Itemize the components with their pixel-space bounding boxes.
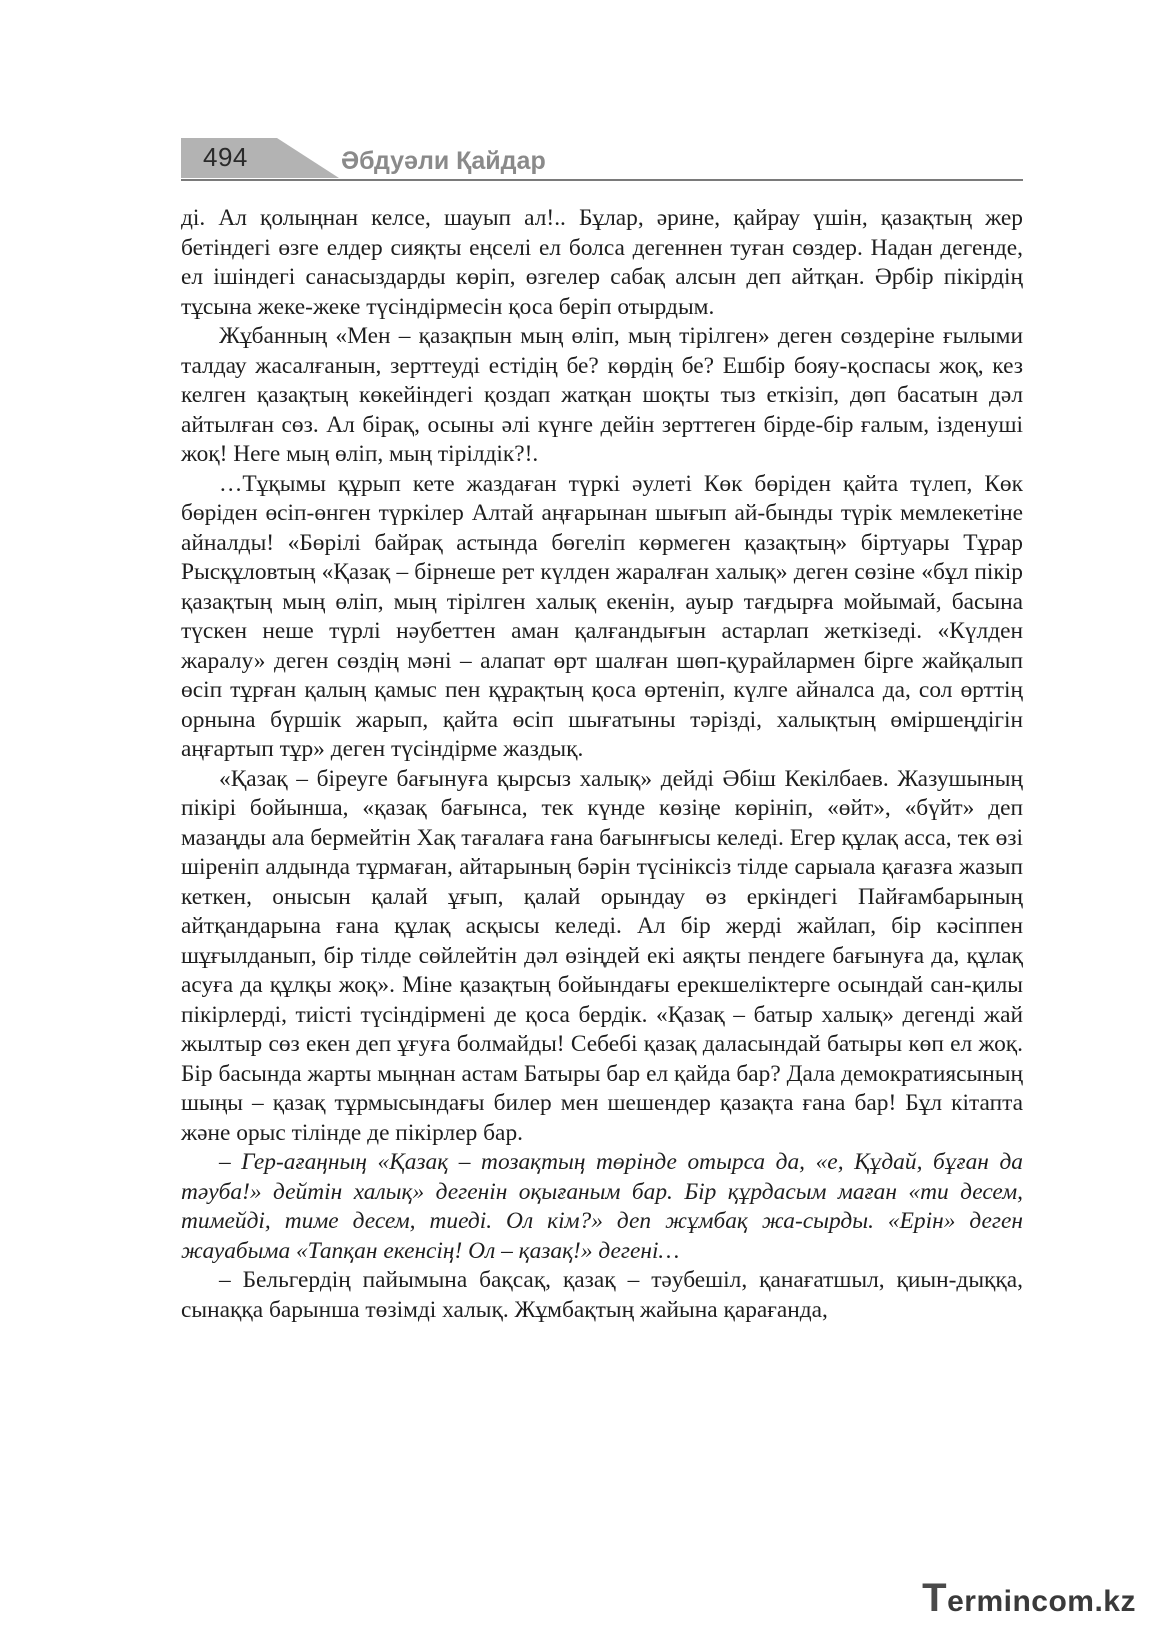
header-rule: [181, 179, 1023, 181]
site-watermark: [922, 1576, 1136, 1621]
paragraph-1: ді. Ал қолыңнан келсе, шауып ал!.. Бұлар, әрине, қайрау үшін, қазақтың жер бетіндегі өзге елдер сияқты еңселі ел болса дегеннен туған сөздер. Надан дегенде, ел ішіндегі санасыздарды көріп, өзгелер сабақ алсын деп айтқан. Әрбір пікірдің тұсына жеке-жеке түсіндірмесін қоса беріп отырдым.: [181, 205, 1023, 320]
page-tab-slope: [277, 138, 339, 178]
body-text: [181, 204, 1023, 1325]
paragraph-3: …Тұқымы құрып кете жаздаған түркі әулеті Көк бөріден қайта түлеп, Көк бөріден өсіп-өнген түркілер Алтай аңғарынан шығып ай-бынды түрік мемлекетіне айналды! «Бөрілі байрақ астында бөгеліп көрмеген қазақтың» біртуары Тұрар Рысқұловтың «Қазақ – бірнеше рет күлден жаралған халық» деген сөзіне «бұл пікір қазақтың мың өліп, мың тірілген халық екенін, ауыр тағдырға мойымай, басына түскен неше түрлі нәубеттен аман қалғандығын астарлап жеткізеді. «Күлден жаралу» деген сөздің мәні – алапат өрт шалған шөп-қурайлармен бірге жайқалып өсіп тұрған қалың қамыс пен құрақтың қоса өртеніп, күлге айналса да, сол өрттің орнына бүршік жарып, қайта өсіп шығатыны тәрізді, халықтың өміршеңдігін аңғартып тұр» деген түсіндірме жаздық.: [181, 470, 1023, 762]
paragraph-2: Жұбанның «Мен – қазақпын мың өліп, мың тірілген» деген сөздеріне ғылыми талдау жасалғанын, зерттеуді естідің бе? көрдің бе? Ешбір бояу-қоспасы жоқ, кез келген қазақтың көкейіндегі қоздап жатқан шоқты тыз еткізіп, дөп басатын дәл айтылған сөз. Ал бірақ, осыны әлі күнге дейін зерттеген бірде-бір ғалым, ізденуші жоқ! Неге мың өліп, мың тірілдік?!.: [181, 323, 1023, 467]
page-number: 494: [203, 142, 248, 172]
paragraph-4: «Қазақ – біреуге бағынуға қырсыз халық» дейді Әбіш Кекілбаев. Жазушының пікірі бойынша, «қазақ бағынса, тек күнде көзіңе көрініп, «өйт», «бүйт» деп мазаңды ала бермейтін Хақ тағалаға ғана бағынғысы келеді. Егер құлақ асса, тек өзі шіреніп алдында тұрмаған, айтарының бәрін түсініксіз тілде сарыала қағазға жазып кеткен, онысын қалай ұғып, қалай орындау өз еркіндегі Пайғамбарының айтқандарына ғана құлақ асқысы келеді. Ал бір жерді жайлап, бір кәсіппен шұғылданып, бір тілде сөйлейтін дәл өзіңдей екі аяқты пендеге бағынуға да, құлақ асуға да құлқы жоқ». Міне қазақтың бойындағы ерекшеліктерге осындай сан-қилы пікірлерді, тиісті түсіндірмені де қоса бердік. «Қазақ – батыр халық» дегенді жай жылтыр сөз екен деп ұғуға болмайды! Себебі қазақ даласындай батыры көп ел жоқ. Бір басында жарты мыңнан астам Батыры бар ел қайда бар? Дала демократиясының шыңы – қазақ тұрмысындағы билер мен шешендер қазақта ғана бар! Бұл кітапта және орыс тілінде де пікірлер бар.: [181, 765, 1023, 1146]
watermark-initial: T: [922, 1576, 948, 1620]
paragraph-6: – Бельгердің пайымына бақсақ, қазақ – тәубешіл, қанағатшыл, қиын-дыққа, сынаққа барынша төзімді халық. Жұмбақтың жайына қарағанда,: [181, 1267, 1023, 1323]
running-head-author: Әбдуәли Қайдар: [341, 147, 546, 175]
page-header: [181, 138, 1023, 188]
paragraph-5-quote: – Гер-ағаңның «Қазақ – тозақтың төрінде отырса да, «е, Құдай, бұған да тәуба!» дейтін халық» дегенін оқығаным бар. Бір құрдасым маған «ти десем, тимейді, тиме десем, тиеді. Ол кім?» деп жұмбақ жа-сырды. «Ерін» деген жауабыма «Тапқан екенсің! Ол – қазақ!» дегені…: [181, 1149, 1023, 1264]
watermark-text: ermincom.kz: [947, 1585, 1136, 1618]
